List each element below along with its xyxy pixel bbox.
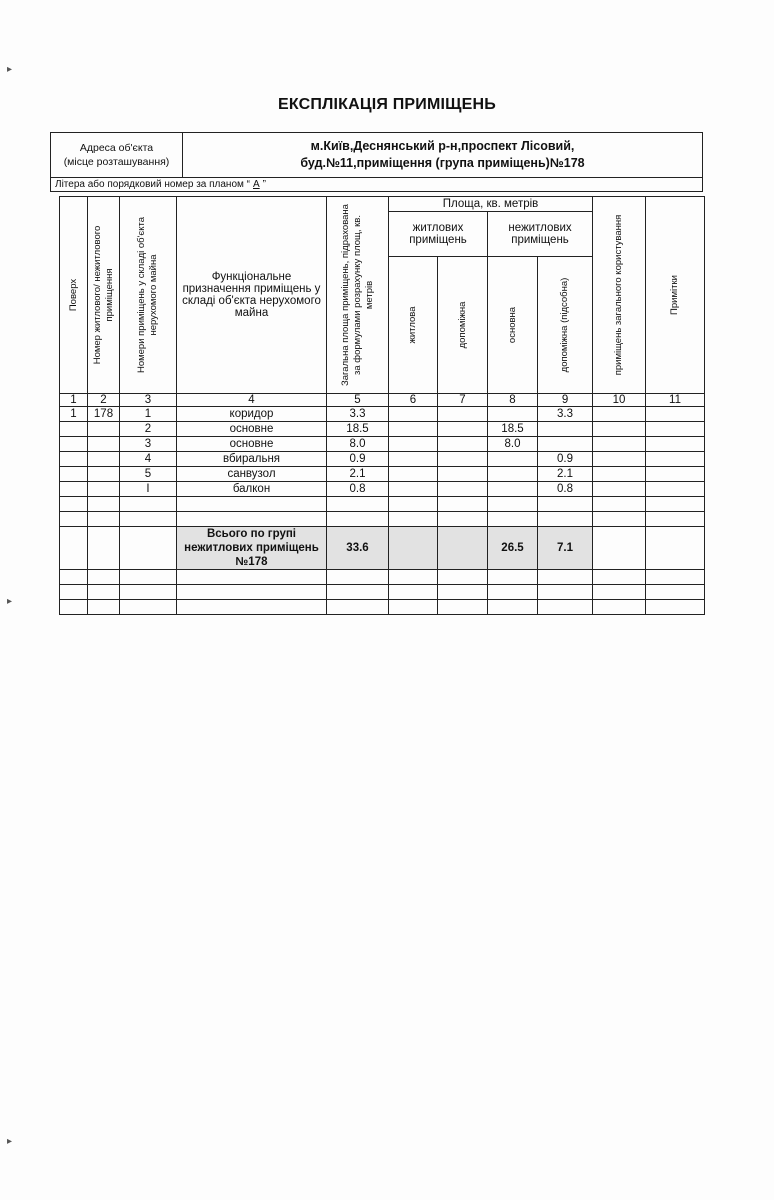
row-subsidiary [538,437,593,452]
column-number: 7 [438,394,488,407]
row-unit [88,467,120,482]
row-floor: 1 [60,407,88,422]
row-unit: 178 [88,407,120,422]
row-notes [646,467,705,482]
column-number: 6 [389,394,438,407]
row-subsidiary [538,422,593,437]
row-auxiliary [438,422,488,437]
row-auxiliary [438,437,488,452]
row-floor [60,422,88,437]
column-number: 2 [88,394,120,407]
row-auxiliary [438,482,488,497]
row-purpose: балкон [177,482,327,497]
column-number: 3 [120,394,177,407]
address-label-line1: Адреса об'єкта [79,142,154,154]
address-label [51,133,183,177]
row-common-use [593,407,646,422]
header-unit-number: Номер житлового/ нежитлового приміщення [88,197,120,394]
table-row [60,407,705,422]
empty-row [60,512,705,527]
row-room-number: 4 [120,452,177,467]
row-living [389,437,438,452]
row-floor [60,452,88,467]
row-notes [646,452,705,467]
header-common-use: приміщень загального користування [593,197,646,394]
column-number: 4 [177,394,327,407]
margin-mark: ▸ [7,64,13,75]
empty-row [60,570,705,585]
row-main: 8.0 [488,437,538,452]
row-purpose: основне [177,437,327,452]
address-value-line1: м.Київ,Деснянський р-н,проспект Лісовий, [310,139,575,153]
total-label: Всього по групі нежитлових приміщень №178 [177,527,327,570]
address-value [183,133,702,177]
row-floor [60,437,88,452]
row-common-use [593,437,646,452]
row-notes [646,482,705,497]
table-row [60,422,705,437]
row-total-area: 2.1 [327,467,389,482]
table-row [60,482,705,497]
header-notes: Примітки [646,197,705,394]
column-number: 1 [60,394,88,407]
row-auxiliary [438,467,488,482]
row-common-use [593,422,646,437]
table-row [60,437,705,452]
row-living [389,482,438,497]
row-main: 18.5 [488,422,538,437]
row-living [389,422,438,437]
total-main-value: 26.5 [488,527,538,570]
row-main [488,407,538,422]
total-subsidiary-value: 7.1 [538,527,593,570]
column-number: 10 [593,394,646,407]
row-main [488,482,538,497]
row-purpose: основне [177,422,327,437]
column-number: 9 [538,394,593,407]
margin-mark: ▸ [7,596,13,607]
row-room-number: 2 [120,422,177,437]
header-total-area: Загальна площа приміщень, підрахована за формулами розрахунку площ, кв. метрів [327,197,389,394]
row-notes [646,437,705,452]
header-room-numbers: Номери приміщень у складі об'єкта нерухомого майна [120,197,177,394]
row-room-number: 1 [120,407,177,422]
column-number: 5 [327,394,389,407]
row-common-use [593,452,646,467]
row-total-area: 3.3 [327,407,389,422]
header-living: житлова [389,257,438,394]
row-room-number: 3 [120,437,177,452]
row-common-use [593,467,646,482]
row-main [488,467,538,482]
row-purpose: коридор [177,407,327,422]
column-number: 11 [646,394,705,407]
row-notes [646,422,705,437]
litera-line: Літера або порядковий номер за планом “ А ” [50,178,703,192]
empty-row [60,497,705,512]
litera-value: А [253,179,260,190]
row-living [389,407,438,422]
row-floor [60,482,88,497]
column-number: 8 [488,394,538,407]
row-unit [88,482,120,497]
row-subsidiary: 2.1 [538,467,593,482]
row-total-area: 0.8 [327,482,389,497]
room-rows [60,407,705,497]
address-label-line2: (місце розташування) [63,156,170,168]
header-purpose: Функціональне призначення приміщень у складі об'єкта нерухомого майна [177,197,327,394]
explication-table [59,196,705,615]
row-room-number: I [120,482,177,497]
row-room-number: 5 [120,467,177,482]
litera-label: Літера або порядковий номер за планом [55,179,244,190]
row-common-use [593,482,646,497]
header-floor: Поверх [60,197,88,394]
header-area-group: Площа, кв. метрів [389,197,593,212]
row-total-area: 18.5 [327,422,389,437]
empty-row [60,600,705,615]
row-notes [646,407,705,422]
row-main [488,452,538,467]
row-subsidiary: 3.3 [538,407,593,422]
row-living [389,452,438,467]
header-residential: житлових приміщень [389,212,488,257]
table-row [60,452,705,467]
empty-row [60,585,705,600]
table-row [60,467,705,482]
row-subsidiary: 0.8 [538,482,593,497]
row-subsidiary: 0.9 [538,452,593,467]
row-unit [88,437,120,452]
header-main: основна [488,257,538,394]
address-value-line2: буд.№11,приміщення (група приміщень)№178 [300,156,585,170]
total-area-value: 33.6 [327,527,389,570]
total-row [60,527,705,570]
row-living [389,467,438,482]
row-purpose: вбиральня [177,452,327,467]
row-auxiliary [438,452,488,467]
row-total-area: 0.9 [327,452,389,467]
row-total-area: 8.0 [327,437,389,452]
row-floor [60,467,88,482]
header-auxiliary: допоміжна [438,257,488,394]
row-unit [88,452,120,467]
row-unit [88,422,120,437]
margin-mark: ▸ [7,1136,13,1147]
row-auxiliary [438,407,488,422]
address-block [50,132,703,178]
header-nonresidential: нежитлових приміщень [488,212,593,257]
row-purpose: санвузол [177,467,327,482]
document-title: ЕКСПЛІКАЦІЯ ПРИМІЩЕНЬ [277,96,497,113]
header-auxiliary-subsidiary: допоміжна (підсобна) [538,257,593,394]
